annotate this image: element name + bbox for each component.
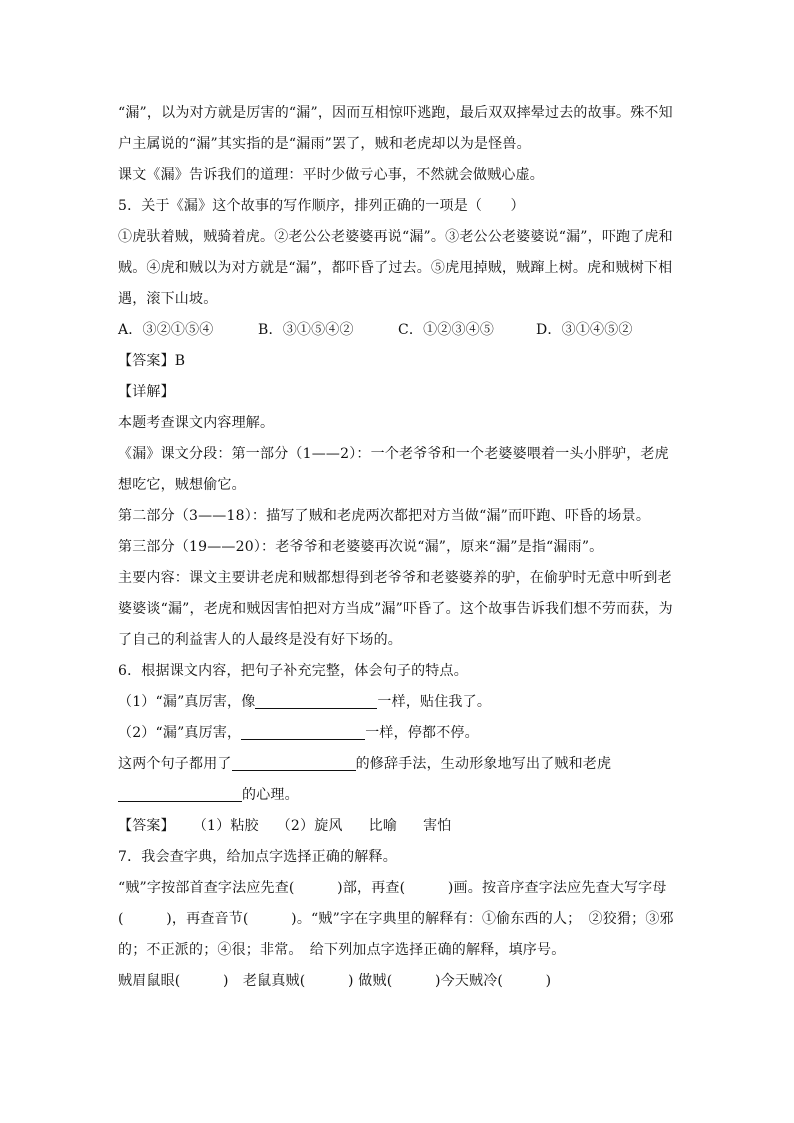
q5-options (118, 315, 678, 346)
q5-option-b: B．③①⑤④② (258, 322, 354, 338)
q6-sentence-1 (118, 687, 678, 718)
q7-text-line-4: 贼眉鼠眼( ) 老鼠真贼( ) 做贼( )今天贼冷( ) (118, 973, 552, 989)
q6-blank-2[interactable] (241, 721, 365, 740)
q6-answer-3: 比喻 (368, 818, 398, 834)
intro-line-3: 课文《漏》告诉我们的道理：平时少做亏心事，不然就会做贼心虚。 (118, 167, 544, 183)
q5-detail-line-2: 《漏》课文分段：第一部分（1——2）：一个老爷爷和一个老婆婆喂着一头小胖驴，老虎 (118, 446, 669, 462)
q5-option-a: A．③②①⑤④ (118, 322, 214, 338)
q6-sentence-2 (118, 718, 678, 749)
q6-sentence-4-end: 的心理。 (242, 787, 299, 803)
q5-text-line-3: 遇，滚下山坡。 (118, 291, 218, 307)
q6-answer-label: 【答案】 (118, 818, 175, 834)
intro-line-1: “漏”，以为对方就是厉害的“漏”，因而互相惊吓逃跑，最后双双摔晕过去的故事。殊不知 (118, 105, 673, 121)
q5-detail-line-3: 想吃它，贼想偷它。 (118, 477, 246, 493)
q7-stem: 7．我会查字典，给加点字选择正确的解释。 (118, 849, 397, 865)
q5-detail-line-8: 了自己的利益害人的人最终是没有好下场的。 (118, 632, 402, 648)
q6-sentence-3-end: 的修辞手法，生动形象地写出了贼和老虎 (355, 756, 612, 772)
q5-option-c: C．①②③④⑤ (398, 322, 495, 338)
q6-sentence-2-end: 一样，停都不停。 (365, 725, 479, 741)
q5-detail-line-5: 第三部分（19——20）：老爷爷和老婆婆再次说“漏”，原来“漏”是指“漏雨”。 (118, 539, 604, 555)
q6-blank-4[interactable] (118, 783, 242, 802)
q6-answer-2: （2）旋风 (276, 818, 343, 834)
q7-text-line-1: “贼”字按部首查字法应先查( )部，再查( )画。按音序查字法应先查大写字母 (118, 880, 667, 896)
q6-sentence-1-start: （1）“漏”真厉害，像 (118, 694, 256, 710)
q5-detail-line-4: 第二部分（3——18）：描写了贼和老虎两次都把对方当做“漏”而吓跑、吓昏的场景。 (118, 508, 651, 524)
q6-sentence-3 (118, 749, 678, 780)
q5-text-line-1: ①虎驮着贼，贼骑着虎。②老公公老婆婆再说“漏”。③老公公老婆婆说“漏”，吓跑了虎和 (118, 229, 673, 245)
q5-answer: 【答案】B (118, 353, 186, 369)
q5-stem: 5．关于《漏》这个故事的写作顺序，排列正确的一项是（ ） (118, 198, 525, 214)
q6-blank-1[interactable] (255, 690, 377, 709)
q6-blank-3[interactable] (232, 752, 356, 771)
q5-text-line-2: 贼。④虎和贼以为对方就是“漏”，都吓昏了过去。⑤虎甩掉贼，贼蹿上树。虎和贼树下相 (118, 260, 673, 276)
q5-option-d: D．③①④⑤② (536, 322, 633, 338)
q7-text-line-2: ( )，再查音节( )。“贼”字在字典里的解释有：①偷东西的人； ②狡猾；③邪 (118, 911, 674, 927)
q5-detail-line-7: 婆婆谈“漏”，老虎和贼因害怕把对方当成”漏”吓昏了。这个故事告诉我们想不劳而获，为 (118, 601, 673, 617)
q6-sentence-2-start: （2）“漏”真厉害， (118, 725, 242, 741)
q5-detail-line-1: 本题考查课文内容理解。 (118, 415, 275, 431)
q6-sentence-3-start: 这两个句子都用了 (118, 756, 232, 772)
q5-detail-heading: 【详解】 (118, 384, 175, 400)
q6-answer-4: 害怕 (423, 818, 452, 834)
q6-answer-1: （1）粘胶 (192, 818, 259, 834)
intro-line-2: 户主属说的“漏”其实指的是“漏雨”罢了，贼和老虎却以为是怪兽。 (118, 136, 531, 152)
q5-detail-line-6: 主要内容：课文主要讲老虎和贼都想得到老爷爷和老婆婆养的驴，在偷驴时无意中听到老 (118, 570, 672, 586)
q6-sentence-1-end: 一样，贴住我了。 (377, 694, 492, 710)
q6-sentence-4 (118, 780, 678, 811)
document-page (118, 98, 678, 997)
q7-text-line-3: 的；不正派的；④很；非常。 给下列加点字选择正确的解释，填序号。 (118, 942, 566, 958)
q6-answer (118, 811, 678, 842)
q6-stem: 6．根据课文内容，把句子补充完整，体会句子的特点。 (118, 663, 468, 679)
